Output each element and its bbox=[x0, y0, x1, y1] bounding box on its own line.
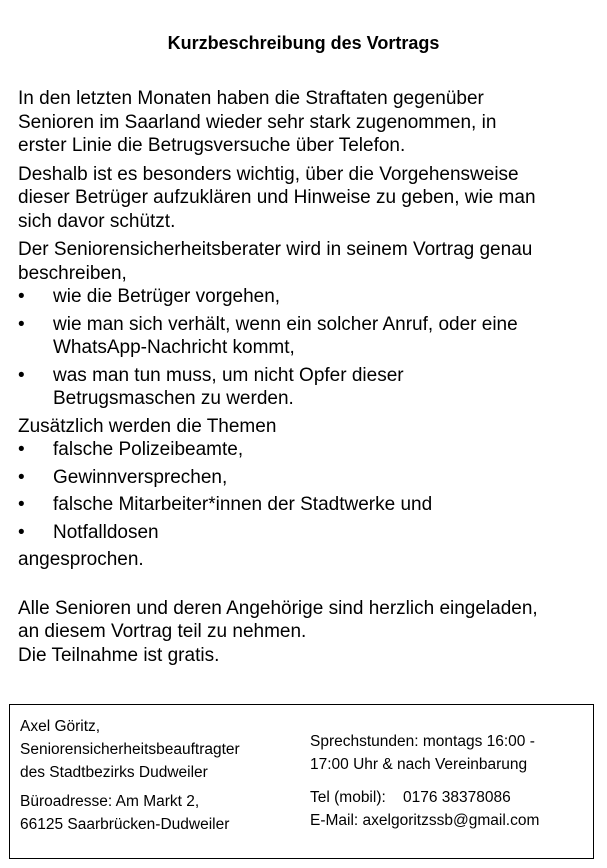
contact-address-street: Büroadresse: Am Markt 2, bbox=[20, 793, 200, 810]
list-item bbox=[18, 466, 593, 490]
contact-details bbox=[310, 730, 590, 832]
paragraph-speaker: Der Seniorensicherheitsberater wird in seinem Vortrag genau beschreiben, bbox=[18, 239, 533, 284]
list-item-text: wie man sich verhält, wenn ein solcher Anruf, oder eine WhatsApp-Nachricht kommt, bbox=[53, 313, 518, 358]
office-hours-continued: 17:00 Uhr & nach Vereinbarung bbox=[310, 756, 528, 773]
bullet-icon: • bbox=[18, 466, 25, 488]
contact-person bbox=[20, 715, 300, 836]
list-item bbox=[18, 313, 593, 360]
contact-box bbox=[9, 704, 594, 859]
bullet-icon: • bbox=[18, 494, 25, 515]
bullet-icon: • bbox=[18, 521, 25, 543]
list-item-text: was man tun muss, um nicht Opfer dieser Betrugsmaschen zu werden. bbox=[53, 364, 404, 409]
list-item bbox=[18, 364, 593, 411]
office-hours: Sprechstunden: montags 16:00 - bbox=[310, 733, 535, 750]
description-body bbox=[18, 87, 593, 667]
contact-email: E-Mail: axelgoritzssb@gmail.com bbox=[310, 812, 540, 829]
paragraph-closing-topics: angesprochen. bbox=[18, 549, 144, 570]
document-title: Kurzbeschreibung des Vortrags bbox=[167, 33, 440, 53]
paragraph-invitation: Alle Senioren und deren Angehörige sind herzlich eingeladen, an diesem Vortrag teil zu nehmen. Die Teilnahme ist gratis. bbox=[18, 597, 538, 666]
list-item bbox=[18, 493, 593, 517]
bullet-icon: • bbox=[18, 286, 25, 307]
list-item-text: wie die Betrüger vorgehen, bbox=[53, 286, 281, 307]
paragraph-topics-intro: Zusätzlich werden die Themen bbox=[18, 415, 277, 437]
contact-role: Seniorensicherheitsbeauftragter bbox=[20, 741, 240, 758]
contact-name: Axel Göritz, bbox=[20, 718, 101, 735]
contact-district: des Stadtbezirks Dudweiler bbox=[20, 764, 208, 781]
list-item-text: falsche Mitarbeiter*innen der Stadtwerke und bbox=[53, 494, 433, 515]
list-item-text: Notfalldosen bbox=[53, 521, 159, 543]
list-item bbox=[18, 438, 593, 462]
list-item-text: falsche Polizeibeamte, bbox=[53, 439, 244, 460]
list-item bbox=[18, 521, 593, 545]
bullet-icon: • bbox=[18, 313, 25, 335]
list-item bbox=[18, 285, 593, 309]
contact-phone: Tel (mobil): 0176 38378086 bbox=[310, 789, 511, 806]
list-item-text: Gewinnversprechen, bbox=[53, 466, 228, 488]
bullet-icon: • bbox=[18, 364, 25, 386]
bullet-icon: • bbox=[18, 439, 25, 460]
paragraph-importance: Deshalb ist es besonders wichtig, über die Vorgehensweise dieser Betrüger aufzuklären und Hinweise zu geben, wie man sich davor schützt. bbox=[18, 163, 536, 232]
describe-list bbox=[18, 285, 593, 411]
paragraph-intro: In den letzten Monaten haben die Straftaten gegenüber Senioren im Saarland wieder sehr stark zugenommen, in erster Linie die Betrugsversuche über Telefon. bbox=[18, 88, 497, 156]
contact-address-city: 66125 Saarbrücken-Dudweiler bbox=[20, 816, 230, 833]
topics-list bbox=[18, 438, 593, 544]
